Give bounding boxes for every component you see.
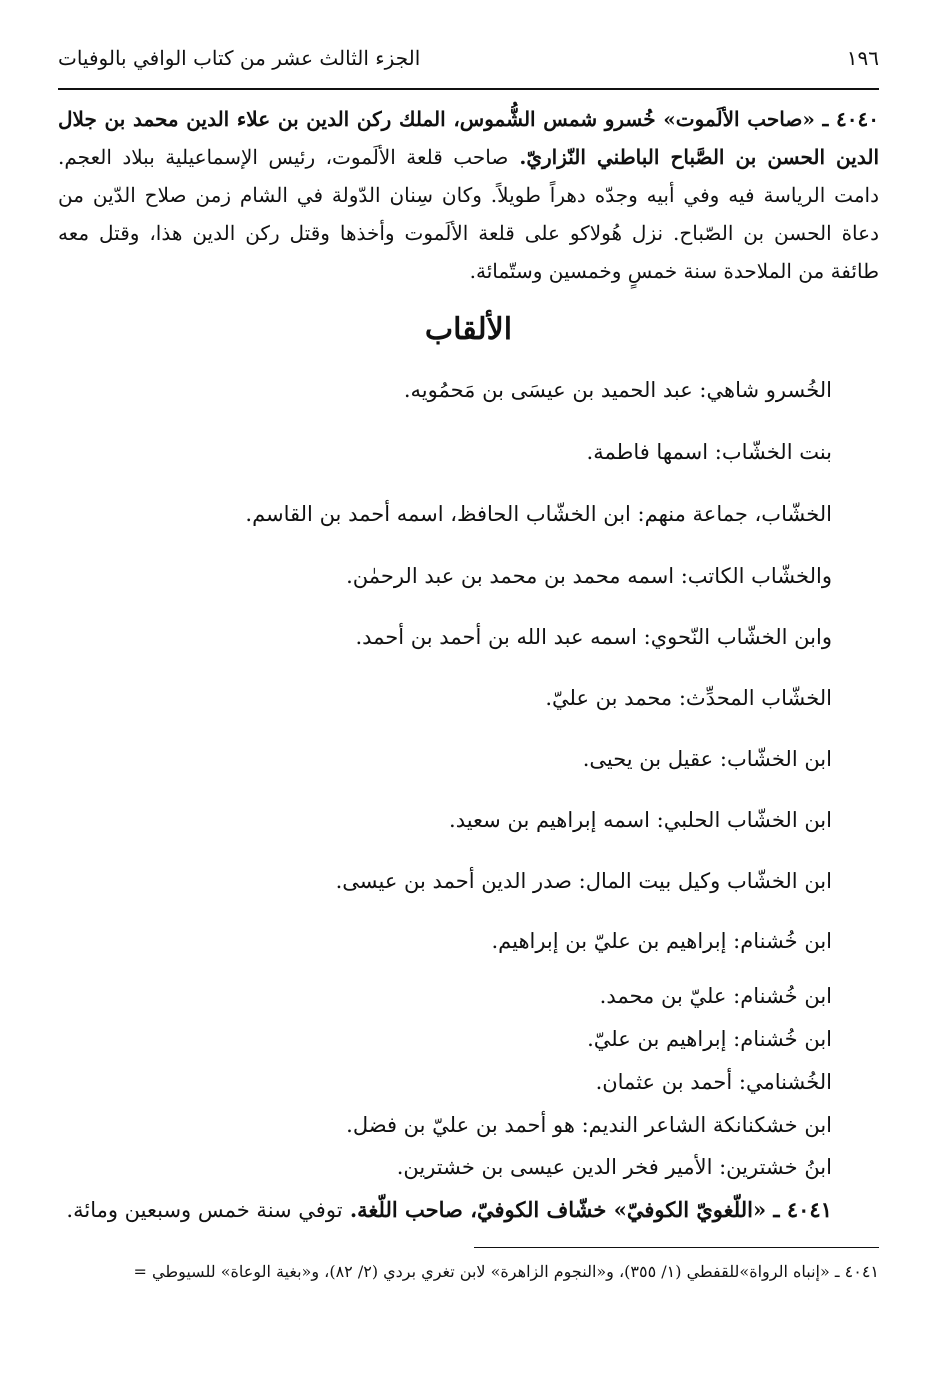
- entry-4041-title: «اللّغويّ الكوفيّ» خشّاف الكوفيّ، صاحب اللّغة.: [342, 1197, 767, 1222]
- list-item: ابن خشكنانكة الشاعر النديم: هو أحمد بن عليّ بن فضل.: [346, 1113, 832, 1137]
- list-item: ابن خُشنام: عليّ بن محمد.: [599, 984, 832, 1008]
- page-number: ١٩٦: [846, 46, 879, 70]
- entry-4040-body: صاحب قلعة الألَموت، رئيس الإسماعيلية ببلاد العجم. دامت الرياسة فيه وفي أبيه وجدّه دهراً طويلاً. وكان سِنان الدّولة في الشام زمن صلاح الدّين من دعاة الحسن بن الصّباح. نزل هُولاكو على قلعة الألَموت وأخذها وقتل ركن الدين هذا، وقتل معه طائفة من الملاحدة سنة خمسٍ وخمسين وستّمائة.: [58, 145, 879, 283]
- list-item: ابن خُشنام: إبراهيم بن عليّ بن إبراهيم.: [491, 929, 832, 953]
- list-item: ابن الخشّاب الحلبي: اسمه إبراهيم بن سعيد.: [449, 808, 832, 832]
- entry-4040-title: «صاحب الألَموت» خُسرو شمس الشُّموس، الملك ركن الدين بن علاء الدين محمد بن جلال الدين الحسن بن الصَّباح الباطني النّزاريّ.: [58, 107, 879, 169]
- entry-4040-number: ٤٠٤٠ ـ: [814, 107, 879, 131]
- section-heading: الألقاب: [424, 312, 513, 347]
- list-item: الخشّاب المحدِّث: محمد بن عليّ.: [545, 686, 832, 710]
- list-item: الخُشنامي: أحمد بن عثمان.: [595, 1070, 832, 1094]
- page-header: [58, 38, 879, 78]
- list-item: الخشّاب، جماعة منهم: ابن الخشّاب الحافظ، اسمه أحمد بن القاسم.: [245, 502, 832, 526]
- list-item: ابن الخشّاب وكيل بيت المال: صدر الدين أحمد بن عيسى.: [335, 869, 832, 893]
- list-item: الخُسرو شاهي: عبد الحميد بن عيسَى بن مَحمُويه.: [403, 378, 832, 402]
- entry-4040: [58, 100, 879, 290]
- footnote-divider: [474, 1247, 879, 1248]
- running-title: الجزء الثالث عشر من كتاب الوافي بالوفيات: [58, 46, 421, 70]
- list-item: والخشّاب الكاتب: اسمه محمد بن محمد بن عبد الرحمٰن.: [346, 564, 832, 588]
- footnote: ٤٠٤١ ـ «إنباه الرواة»للقفطي (١/ ٣٥٥)، و«النجوم الزاهرة» لابن تغري بردي (٢/ ٨٢)، و«بغية الوعاة» للسيوطي =: [133, 1262, 879, 1281]
- list-item: بنت الخشّاب: اسمها فاطمة.: [586, 440, 832, 464]
- entry-4041-body: توفي سنة خمس وسبعين ومائة.: [66, 1198, 343, 1222]
- entry-4041: [58, 1197, 832, 1222]
- list-item: ابنُ خشترين: الأمير فخر الدين عيسى بن خشترين.: [396, 1155, 832, 1179]
- list-item: ابن خُشنام: إبراهيم بن عليّ.: [587, 1027, 832, 1051]
- list-item: ابن الخشّاب: عقيل بن يحيى.: [582, 747, 832, 771]
- header-divider: [58, 88, 879, 90]
- entry-4041-number: ٤٠٤١ ـ: [766, 1197, 832, 1222]
- list-item: وابن الخشّاب النّحوي: اسمه عبد الله بن أحمد بن أحمد.: [355, 625, 832, 649]
